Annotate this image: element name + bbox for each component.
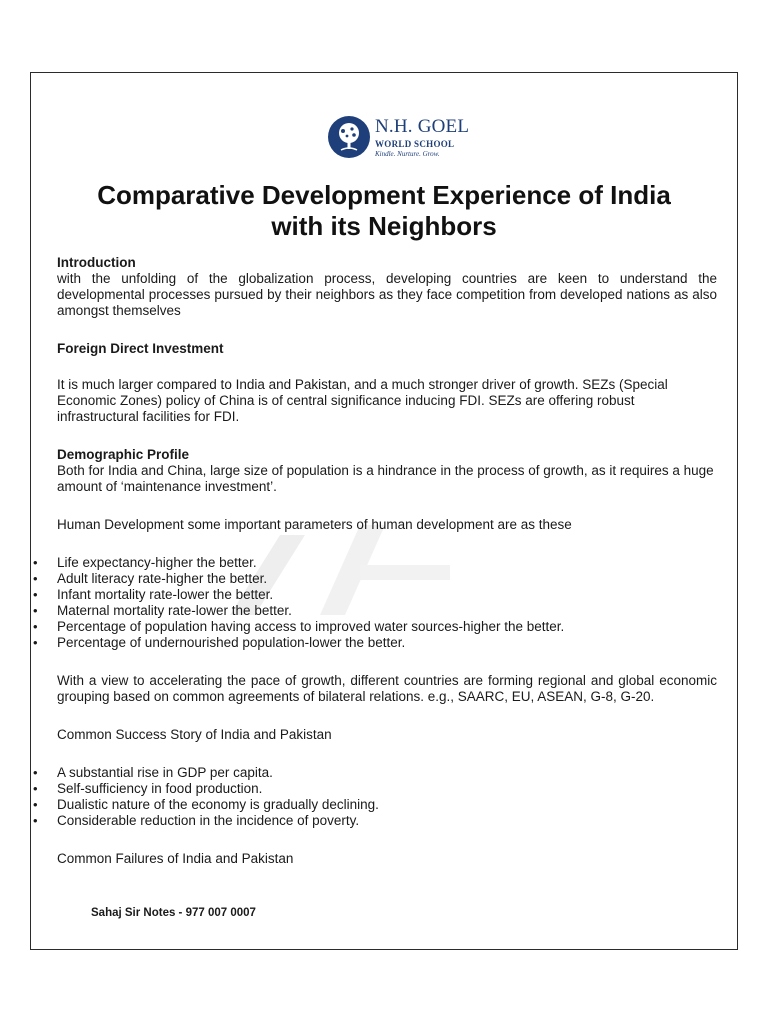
fdi-heading: Foreign Direct Investment [57,341,224,356]
school-name: N.H. GOEL [375,115,470,137]
success-list [57,765,717,829]
list-item: • Percentage of population having access to improved water sources-higher the better. [57,619,717,635]
school-tagline: Kindle. Nurture. Grow. [375,149,440,158]
list-item: • Considerable reduction in the incidence of poverty. [57,813,717,829]
fdi-text: It is much larger compared to India and Pakistan, and a much stronger driver of growth. SEZs (Special Economic Zones) policy of China is of central significance inducing FDI. SEZs are offering robust infrastructural facilities for FDI. [57,377,668,424]
school-subtitle: WORLD SCHOOL [375,138,455,149]
failures-heading: Common Failures of India and Pakistan [57,851,294,866]
human-development-text: Human Development some important parameters of human development are as these [57,517,572,532]
list-item: • Self-sufficiency in food production. [57,781,717,797]
list-item: • Percentage of undernourished population-lower the better. [57,635,717,651]
title-line-2: with its Neighbors [271,211,497,241]
intro-text: with the unfolding of the globalization process, developing countries are keen to understand the developmental processes pursued by their neighbors as they face competition from developed nations as also amongst themselves [57,271,717,318]
intro-heading: Introduction [57,255,136,270]
school-logo [328,110,469,164]
footer-note: Sahaj Sir Notes - 977 007 0007 [91,907,256,919]
list-item: • Infant mortality rate-lower the better. [57,587,717,603]
success-heading: Common Success Story of India and Pakistan [57,727,332,742]
grouping-text: With a view to accelerating the pace of growth, different countries are forming regional and global economic grouping based on common agreements of bilateral relations. e.g., SAARC, EU, ASEAN, G-8, G-20. [57,673,717,704]
page-title [40,180,728,242]
human-development-list [57,555,717,651]
document-body [57,255,717,867]
title-line-1: Comparative Development Experience of India [97,180,671,210]
list-item: • Adult literacy rate-higher the better. [57,571,717,587]
demographic-text: Both for India and China, large size of population is a hindrance in the process of growth, as it requires a huge amount of ‘maintenance investment’. [57,463,714,494]
list-item: • Life expectancy-higher the better. [57,555,717,571]
list-item: • Dualistic nature of the economy is gradually declining. [57,797,717,813]
tree-emblem-icon [328,116,370,158]
list-item: • Maternal mortality rate-lower the better. [57,603,717,619]
demographic-heading: Demographic Profile [57,447,190,462]
list-item: • A substantial rise in GDP per capita. [57,765,717,781]
